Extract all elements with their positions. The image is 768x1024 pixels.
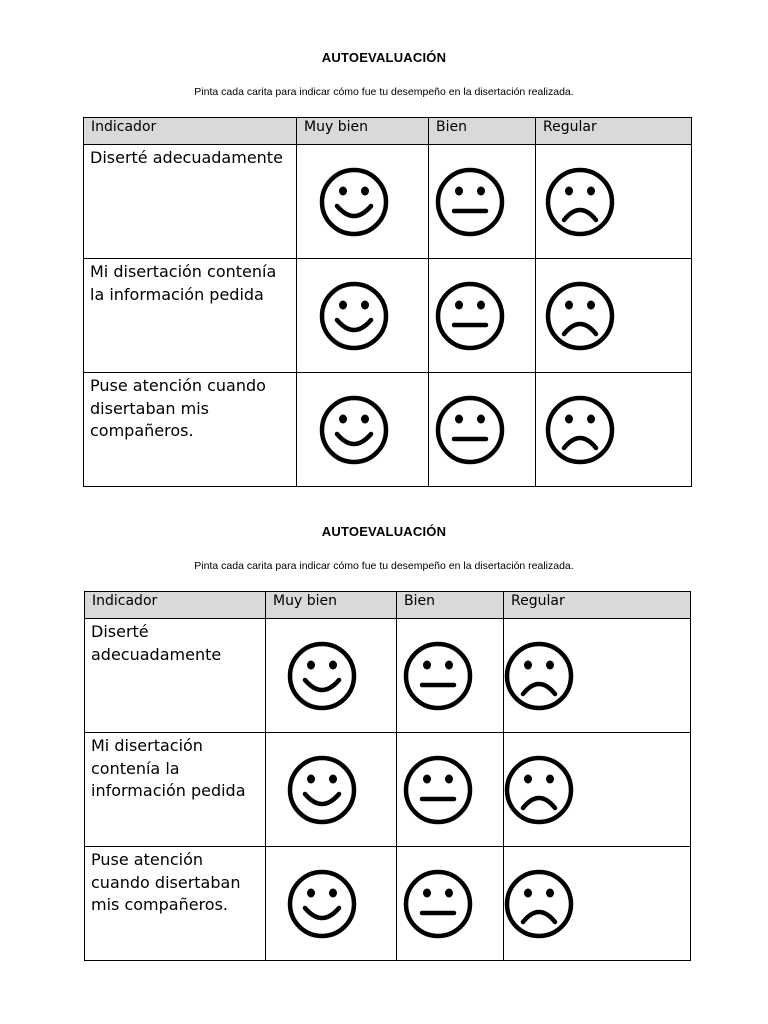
bien-cell[interactable]	[429, 259, 536, 373]
table-row	[84, 259, 692, 373]
muy-bien-cell[interactable]	[266, 619, 397, 733]
regular-cell[interactable]	[536, 145, 692, 259]
indicator-cell: Mi disertación contenía la información pedida	[84, 259, 297, 373]
smiley-neutral-icon	[402, 754, 474, 826]
regular-cell[interactable]	[536, 259, 692, 373]
header-regular: Regular	[504, 592, 691, 619]
table-header-row	[84, 118, 692, 145]
header-indicator: Indicador	[85, 592, 266, 619]
smiley-happy-icon	[318, 166, 390, 238]
smiley-sad-icon	[544, 280, 616, 352]
table-row	[85, 619, 691, 733]
indicator-cell: Mi disertación contenía la información pedida	[85, 733, 266, 847]
bien-cell[interactable]	[397, 733, 504, 847]
muy-bien-cell[interactable]	[297, 259, 429, 373]
bien-cell[interactable]	[397, 847, 504, 961]
instruction-text: Pinta cada carita para indicar cómo fue tu desempeño en la disertación realizada.	[194, 560, 574, 572]
smiley-happy-icon	[318, 394, 390, 466]
regular-cell[interactable]	[504, 733, 691, 847]
table-row	[84, 145, 692, 259]
smiley-sad-icon	[544, 394, 616, 466]
muy-bien-cell[interactable]	[266, 733, 397, 847]
header-muy-bien: Muy bien	[297, 118, 429, 145]
indicator-cell: Puse atención cuando disertaban mis compañeros.	[85, 847, 266, 961]
smiley-sad-icon	[544, 166, 616, 238]
muy-bien-cell[interactable]	[297, 373, 429, 487]
table-row	[85, 847, 691, 961]
table-row	[84, 373, 692, 487]
bien-cell[interactable]	[429, 145, 536, 259]
smiley-happy-icon	[286, 640, 358, 712]
table-header-row	[85, 592, 691, 619]
page-title: AUTOEVALUACIÓN	[321, 524, 447, 539]
page-title: AUTOEVALUACIÓN	[321, 50, 447, 65]
regular-cell[interactable]	[536, 373, 692, 487]
instruction-text: Pinta cada carita para indicar cómo fue tu desempeño en la disertación realizada.	[194, 86, 574, 98]
indicator-cell: Diserté adecuadamente	[84, 145, 297, 259]
header-indicator: Indicador	[84, 118, 297, 145]
header-regular: Regular	[536, 118, 692, 145]
smiley-neutral-icon	[434, 394, 506, 466]
smiley-sad-icon	[503, 754, 575, 826]
evaluation-table	[84, 591, 691, 961]
muy-bien-cell[interactable]	[297, 145, 429, 259]
bien-cell[interactable]	[429, 373, 536, 487]
smiley-sad-icon	[503, 640, 575, 712]
header-bien: Bien	[397, 592, 504, 619]
regular-cell[interactable]	[504, 619, 691, 733]
smiley-sad-icon	[503, 868, 575, 940]
smiley-neutral-icon	[402, 868, 474, 940]
indicator-cell: Puse atención cuando disertaban mis compañeros.	[84, 373, 297, 487]
bien-cell[interactable]	[397, 619, 504, 733]
smiley-happy-icon	[318, 280, 390, 352]
header-muy-bien: Muy bien	[266, 592, 397, 619]
indicator-cell: Diserté adecuadamente	[85, 619, 266, 733]
evaluation-table	[83, 117, 692, 487]
muy-bien-cell[interactable]	[266, 847, 397, 961]
smiley-neutral-icon	[434, 166, 506, 238]
smiley-neutral-icon	[402, 640, 474, 712]
smiley-neutral-icon	[434, 280, 506, 352]
table-row	[85, 733, 691, 847]
smiley-happy-icon	[286, 868, 358, 940]
smiley-happy-icon	[286, 754, 358, 826]
regular-cell[interactable]	[504, 847, 691, 961]
header-bien: Bien	[429, 118, 536, 145]
